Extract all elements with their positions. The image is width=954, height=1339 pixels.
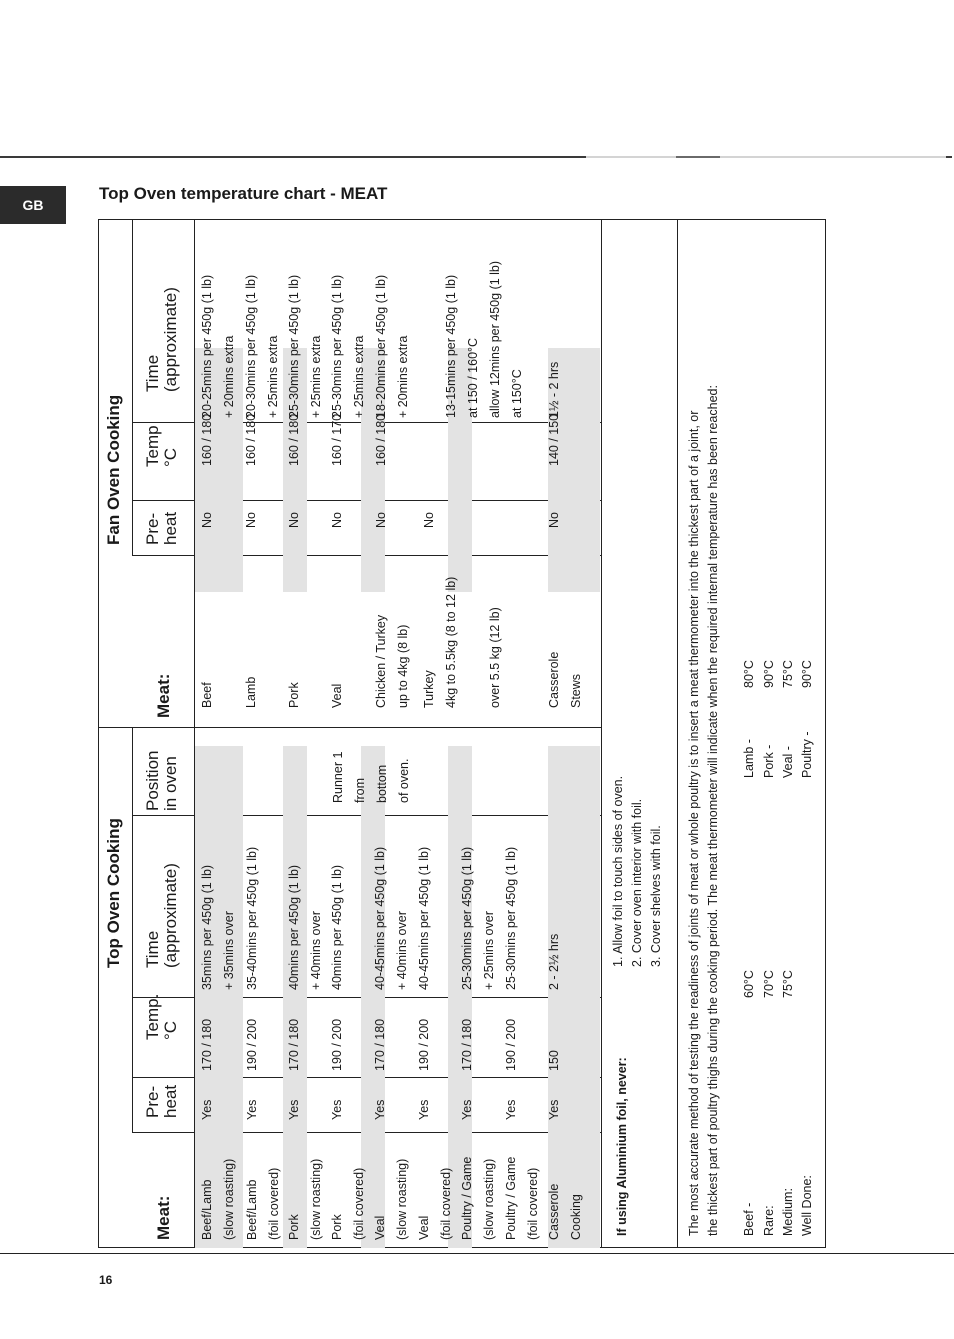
fan-preheat-cell: No <box>287 512 301 528</box>
fan-oven-title: Fan Oven Cooking <box>104 394 123 545</box>
top-temp-cell: 170 / 180 <box>373 1018 387 1071</box>
top-meat-cell: Veal <box>417 1215 431 1240</box>
fan-meat-cell: up to 4kg (8 lb) <box>396 624 410 708</box>
fan-temp-cell: 140 / 150 <box>547 413 561 466</box>
top-preheat-header-1: Pre- <box>143 1085 162 1118</box>
position-header-2: in oven <box>161 756 180 811</box>
fan-temp-cell: 160 / 180 <box>374 413 388 466</box>
top-meat-cell: (slow roasting) <box>222 1158 236 1240</box>
fan-temp-cell: 160 / 180 <box>244 413 258 466</box>
header-rule <box>0 156 586 158</box>
fan-time-cell: + 25mins extra <box>266 335 280 418</box>
lamb-label: Lamb - <box>742 739 756 778</box>
top-temp-cell: 190 / 200 <box>330 1018 344 1071</box>
top-time-cell: 2 - 2½ hrs <box>547 933 561 990</box>
col-rule-5 <box>98 727 601 728</box>
top-time-cell: 40mins per 450g (1 lb) <box>330 864 344 990</box>
fan-time-header-2: (approximate) <box>161 287 180 392</box>
fan-meat-cell: Lamb <box>244 676 258 708</box>
beef-welldone-value: 75°C <box>781 970 795 998</box>
top-meat-cell: (foil covered) <box>352 1167 366 1240</box>
top-preheat-cell: Yes <box>200 1099 214 1120</box>
rule-above-thermometer <box>677 219 678 1248</box>
top-meat-cell: Beef/Lamb <box>200 1179 214 1240</box>
fan-time-cell: + 20mins extra <box>222 335 236 418</box>
top-meat-cell: (foil covered) <box>267 1167 281 1240</box>
pork-value: 90°C <box>762 660 776 688</box>
top-temp-cell: 150 <box>547 1050 561 1071</box>
rotated-chart <box>98 219 826 1248</box>
row-band-b-1 <box>283 746 307 1248</box>
foil-note-item-3: 3. Cover shelves with foil. <box>649 825 663 967</box>
fan-meat-cell: Veal <box>330 683 344 708</box>
top-temp-cell: 170 / 180 <box>200 1018 214 1071</box>
fan-time-cell: + 25mins extra <box>309 335 323 418</box>
top-time-cell: 25-30mins per 450g (1 lb) <box>460 846 474 990</box>
header-rule-end <box>946 156 952 158</box>
veal-value: 75°C <box>781 660 795 688</box>
top-temp-cell: 190 / 200 <box>245 1018 259 1071</box>
fan-meat-cell: Casserole <box>547 651 561 708</box>
top-meat-cell: (slow roasting) <box>395 1158 409 1240</box>
top-meat-cell: Pork <box>330 1214 344 1240</box>
fan-time-cell: allow 12mins per 450g (1 lb) <box>488 260 502 418</box>
top-meat-cell: (foil covered) <box>439 1167 453 1240</box>
top-preheat-header-2: heat <box>161 1084 180 1118</box>
top-time-cell: + 25mins over <box>482 911 496 990</box>
beef-label: Beef - <box>742 1202 756 1236</box>
beef-medium-label: Medium: <box>781 1188 795 1236</box>
beef-welldone-label: Well Done: <box>800 1175 814 1236</box>
beef-rare-label: Rare: <box>762 1205 776 1236</box>
page-title: Top Oven temperature chart - MEAT <box>99 184 388 203</box>
fan-time-cell: at 150 / 160°C <box>466 337 480 418</box>
top-preheat-cell: Yes <box>547 1099 561 1120</box>
position-header-1: Position <box>143 750 162 811</box>
fan-time-cell: 20-25mins per 450g (1 lb) <box>200 274 214 418</box>
top-time-cell: + 40mins over <box>309 911 323 990</box>
fan-temp-cell: 160 / 180 <box>287 413 301 466</box>
fan-preheat-cell: No <box>330 512 344 528</box>
fan-time-cell: 1½ - 2 hrs <box>547 361 561 418</box>
fan-time-cell: 25-30mins per 450g (1 lb) <box>330 274 344 418</box>
top-meat-cell: Beef/Lamb <box>245 1179 259 1240</box>
fan-meat-cell: Chicken / Turkey <box>374 614 388 708</box>
top-meat-cell: Casserole <box>547 1183 561 1240</box>
fan-temp-cell: 160 / 170 <box>330 413 344 466</box>
fan-meat-cell: over 5.5 kg (12 lb) <box>488 607 502 708</box>
row-band-e-1 <box>548 746 600 1248</box>
position-cell: from <box>353 778 367 803</box>
top-meat-cell: (slow roasting) <box>482 1158 496 1240</box>
rule-under-titles <box>132 728 133 1133</box>
fan-meat-cell: Stews <box>569 673 583 708</box>
fan-time-cell: + 20mins extra <box>396 335 410 418</box>
top-preheat-cell: Yes <box>245 1099 259 1120</box>
fan-meat-cell: 4kg to 5.5kg (8 to 12 lb) <box>444 576 458 708</box>
veal-label: Veal - <box>781 746 795 778</box>
foil-note-item-1: 1. Allow foil to touch sides of oven. <box>611 775 625 967</box>
fan-time-cell: 18-20mins per 450g (1 lb) <box>374 274 388 418</box>
fan-preheat-header-1: Pre- <box>143 512 162 545</box>
top-preheat-cell: Yes <box>330 1099 344 1120</box>
top-temp-cell: 190 / 200 <box>417 1018 431 1071</box>
top-preheat-cell: Yes <box>287 1099 301 1120</box>
top-time-cell: 25-30mins per 450g (1 lb) <box>504 846 518 990</box>
top-time-cell: + 35mins over <box>222 911 236 990</box>
rule-above-foil <box>601 219 602 1248</box>
beef-medium-value: 70°C <box>762 970 776 998</box>
top-meat-header: Meat: <box>154 1195 173 1240</box>
foil-note-title: If using Aluminium foil, never: <box>615 1057 629 1236</box>
fan-meat-cell: Beef <box>200 682 214 708</box>
lamb-value: 80°C <box>742 660 756 688</box>
fan-preheat-cell: No <box>200 512 214 528</box>
language-tab: GB <box>0 186 66 224</box>
fan-time-cell: at 150°C <box>510 369 524 418</box>
top-meat-cell: (slow roasting) <box>309 1158 323 1240</box>
poultry-value: 90°C <box>800 660 814 688</box>
top-temp-cell: 190 / 200 <box>504 1018 518 1071</box>
position-cell: Runner 1 <box>331 751 345 803</box>
header-rule-light-2 <box>720 156 946 158</box>
poultry-label: Poultry - <box>800 731 814 778</box>
fan-time-cell: 25-30mins per 450g (1 lb) <box>287 274 301 418</box>
top-oven-title: Top Oven Cooking <box>104 818 123 968</box>
header-rule-mid <box>676 156 720 158</box>
top-time-cell: + 40mins over <box>395 911 409 990</box>
top-time-cell: 35-40mins per 450g (1 lb) <box>245 846 259 990</box>
fan-preheat-cell: No <box>422 512 436 528</box>
pork-label: Pork - <box>762 744 776 778</box>
thermometer-line-2: the thickest part of poultry thighs during the cooking period. The meat thermometer will indicate when the required internal temperature has been reached: <box>706 385 720 1236</box>
top-time-cell: 35mins per 450g (1 lb) <box>200 864 214 990</box>
fan-time-cell: 13-15mins per 450g (1 lb) <box>444 274 458 418</box>
thermometer-line-1: The most accurate method of testing the readiness of joints of meat or whole poultry is to insert a meat thermometer into the thickest part of a joint, or <box>687 410 701 1236</box>
top-time-header-2: (approximate) <box>161 863 180 968</box>
fan-time-header-1: Time <box>143 354 162 392</box>
fan-time-cell: 20-30mins per 450g (1 lb) <box>244 274 258 418</box>
beef-rare-value: 60°C <box>742 970 756 998</box>
top-meat-cell: (foil covered) <box>526 1167 540 1240</box>
top-time-cell: 40-45mins per 450g (1 lb) <box>373 846 387 990</box>
top-temp-header-1: Temp. <box>143 993 162 1040</box>
top-meat-cell: Pork <box>287 1214 301 1240</box>
fan-preheat-cell: No <box>374 512 388 528</box>
page-number: 16 <box>99 1273 113 1287</box>
top-meat-cell: Poultry / Game <box>460 1156 474 1240</box>
position-cell: of oven. <box>397 758 411 803</box>
fan-preheat-cell: No <box>547 512 561 528</box>
footer-rule <box>0 1253 954 1254</box>
fan-preheat-cell: No <box>244 512 258 528</box>
top-temp-cell: 170 / 180 <box>287 1018 301 1071</box>
top-time-cell: 40-45mins per 450g (1 lb) <box>417 846 431 990</box>
top-meat-cell: Veal <box>373 1215 387 1240</box>
top-time-cell: 40mins per 450g (1 lb) <box>287 864 301 990</box>
top-meat-cell: Cooking <box>569 1194 583 1240</box>
top-preheat-cell: Yes <box>460 1099 474 1120</box>
foil-note-item-2: 2. Cover oven interior with foil. <box>630 798 644 967</box>
position-cell: bottom <box>375 764 389 803</box>
fan-meat-cell: Turkey <box>422 670 436 708</box>
top-temp-cell: 170 / 180 <box>460 1018 474 1071</box>
top-preheat-cell: Yes <box>417 1099 431 1120</box>
top-meat-cell: Poultry / Game <box>504 1156 518 1240</box>
fan-time-cell: + 25mins extra <box>352 335 366 418</box>
fan-temp-header-1: Temp <box>143 425 162 467</box>
top-temp-header-2: °C <box>161 1020 180 1040</box>
fan-meat-cell: Pork <box>287 682 301 708</box>
fan-meat-header: Meat: <box>154 673 173 718</box>
fan-temp-cell: 160 / 180 <box>200 413 214 466</box>
top-preheat-cell: Yes <box>504 1099 518 1120</box>
rule-under-fan-title <box>132 219 133 556</box>
fan-preheat-header-2: heat <box>161 511 180 545</box>
top-time-header-1: Time <box>143 930 162 968</box>
header-rule-light <box>586 156 676 158</box>
top-preheat-cell: Yes <box>373 1099 387 1120</box>
fan-temp-header-2: °C <box>161 447 180 467</box>
